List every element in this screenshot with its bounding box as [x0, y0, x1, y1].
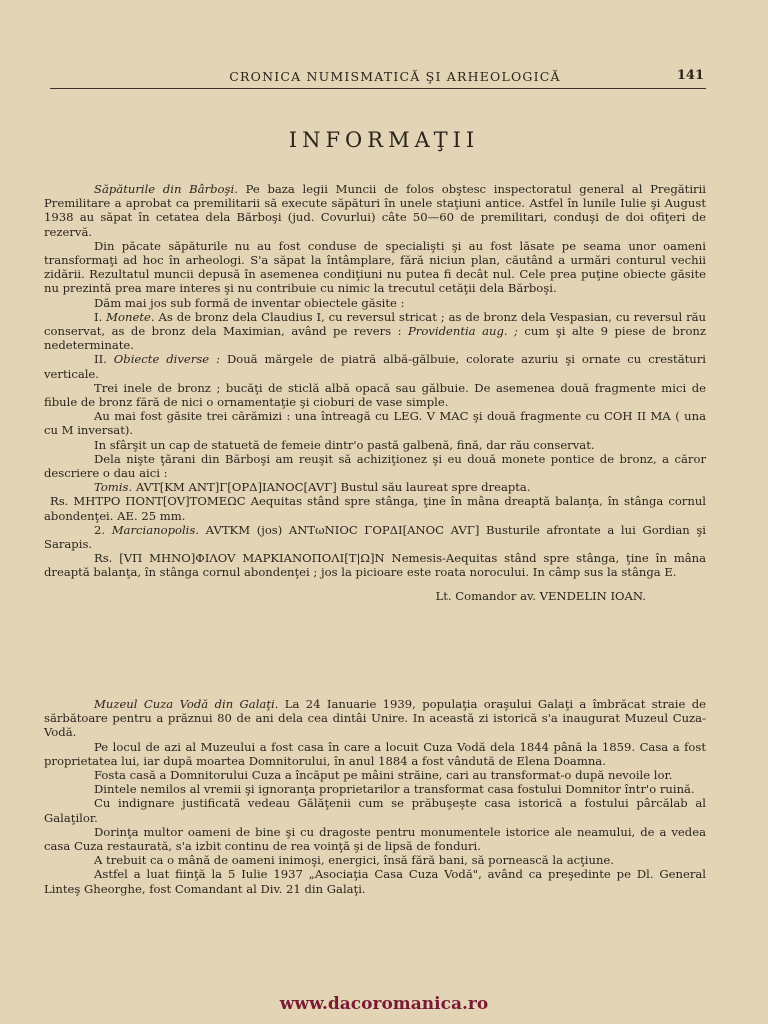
coin-mint: Marcianopolis. [111, 522, 200, 537]
article-title: Săpăturile din Bârboşi. [94, 182, 238, 196]
paragraph [44, 697, 706, 740]
paragraph [44, 523, 706, 551]
coin-mint: Tomis. [94, 480, 133, 495]
paragraph: Din păcate săpăturile nu au fost conduse de specialişti şi au fost lăsate pe seama unor oameni transformaţi ad hoc în arheologi. S'a săpat la întâmplare, fără niciun plan, căutând a urmări conturul vechii zidării. Rezultatul muncii depusă în asemenea condiţiuni nu putea fi decât nul. Cele prea puţine obiecte găsite nu prezintă prea mare interes şi nu contribuie cu nimic la trecutul cetăţii dela Bărboşi. [44, 238, 706, 296]
paragraph-text: AVT[KM ANT]Γ[OPΔ]IANOC[AVΓ] Bustul său laureat spre dreapta. [132, 480, 531, 495]
paragraph [44, 480, 706, 494]
paragraph: Dela nişte ţărani din Bărboşi am reuşit să achiziţionez şi eu două monete pontice de bronz, a căror descriere o dau aici : [44, 451, 706, 481]
paragraph-text: Două mărgele de piatră albă-gălbuie, colorate azuriu şi ornate cu crestături verticale. [44, 352, 706, 381]
paragraph: In sfârşit un cap de statuetă de femeie dintr'o pastă galbenă, fină, dar rău conservat. [94, 437, 595, 452]
list-number: 2. [94, 522, 112, 537]
paragraph: Rs. MHTPO ΠONT[OV]TOMEΩC Aequitas stând spre stânga, ţine în mâna dreaptă balanţa, în stânga cornul abondenţei. AE. 25 mm. [44, 494, 706, 523]
paragraph [44, 352, 706, 380]
footer-website: www.dacoromanica.ro [279, 994, 489, 1014]
article-muzeul-cuza [44, 697, 706, 896]
paragraph: Trei inele de bronz ; bucăţi de sticlă albă opacă sau gălbuie. De asemenea două fragmente mici de fibule de bronz fără de nici o ornamentaţie şi cioburi de vase simple. [44, 380, 706, 410]
list-title: Monete. [106, 309, 155, 324]
list-title: Obiecte diverse : [113, 352, 220, 367]
article-barbosi [44, 182, 706, 603]
paragraph [44, 310, 706, 353]
paragraph-text: Pe baza legii Muncii de folos obştesc inspectoratul general al Pregătirii Premilitare a aprobat ca premilitarii să execute săpături în unele staţiuni antice. Astfel în lunile Iulie şi August 1938 au săpat în cetatea dela Bărboşi (jud. Covurlui) câte 50—60 de premilitari, conduşi de doi ofiţeri de rezervă. [44, 182, 706, 239]
paragraph: Cu indignare justificată vedeau Gălăţenii cum se prăbuşeşte casa istorică a fostului pârcălab al Galaţilor. [44, 796, 706, 825]
running-title: CRONICA NUMISMATICĂ ŞI ARHEOLOGICĂ [229, 69, 561, 84]
author-signature: Lt. Comandor av. VENDELIN IOAN. [435, 588, 646, 603]
paragraph-text: AVTKM (jos) ANTωNIOC ΓOPΔI[ANOC AVΓ] Busturile afrontate a lui Gordian şi Sarapis. [44, 522, 706, 552]
coin-legend: Providentia aug. ; [407, 324, 518, 339]
paragraph: Pe locul de azi al Muzeului a fost casa în care a locuit Cuza Vodă dela 1844 până la 1859. Casa a fost proprietatea lui, iar după moartea Domnitorului, în anul 1884 a fost vândută de Elena Doamna. [44, 739, 706, 768]
paragraph: A trebuit ca o mână de oameni inimoşi, energici, însă fără bani, să pornească la acţiune. [94, 853, 614, 868]
paragraph-text: La 24 Ianuarie 1939, populaţia oraşului Galaţi a îmbrăcat straie de sărbătoare pentru a prăznui 80 de ani dela cea dintâi Unire. In această zi istorică s'a inaugurat Muzeul Cuza-Vodă. [44, 697, 707, 740]
list-number: II. [94, 352, 114, 367]
list-number: I. [94, 309, 107, 324]
page-number: 141 [676, 68, 704, 83]
paragraph-text: As de bronz dela Claudius I, cu reversul stricat ; as de bronz dela Vespasian, cu reversul rău conservat, as de bronz dela Maximian, având pe revers : [44, 309, 706, 339]
article-title: Muzeul Cuza Vodă din Galaţi. [94, 697, 279, 711]
running-header [50, 66, 706, 89]
paragraph: Au mai fost găsite trei cărămizi : una întreagă cu LEG. V MAC şi două fragmente cu COH II MA ( una cu M inversat). [44, 409, 706, 438]
paragraph [44, 182, 706, 239]
paragraph: Dintele nemilos al vremii şi ignoranţa proprietarilor a transformat casa fostului Domnitor într'o ruină. [94, 782, 695, 797]
paragraph: Fosta casă a Domnitorului Cuza a încăput pe mâini străine, cari au transformat-o după nevoile lor. [94, 768, 673, 783]
section-title: INFORMAŢII [288, 128, 480, 152]
paragraph: Astfel a luat fiinţă la 5 Iulie 1937 „Asociaţia Casa Cuza Vodă", având ca preşedinte pe Dl. General Linteş Gheorghe, fost Comandant al Div. 21 din Galaţi. [44, 867, 706, 896]
paragraph: Dorinţa multor oameni de bine şi cu dragoste pentru monumentele istorice ale neamului, de a vedea casa Cuza restaurată, s'a izbit continu de rea voinţă şi de lipsă de fonduri. [44, 824, 706, 854]
paragraph: Dăm mai jos sub formă de inventar obiectele găsite : [94, 295, 405, 310]
paragraph: Rs. [VΠ MHNO]ΦIΛOV MAPKIANOΠOΛI[T|Ω]N Nemesis-Aequitas stând spre stânga, ţine în mâna dreaptă balanţa, în stânga cornul abondenţei ; jos la picioare este roata norocului. In câmp sus la stânga E. [44, 551, 706, 580]
paragraph-text: cum şi alte 9 piese de bronz nedeterminate. [44, 324, 706, 353]
